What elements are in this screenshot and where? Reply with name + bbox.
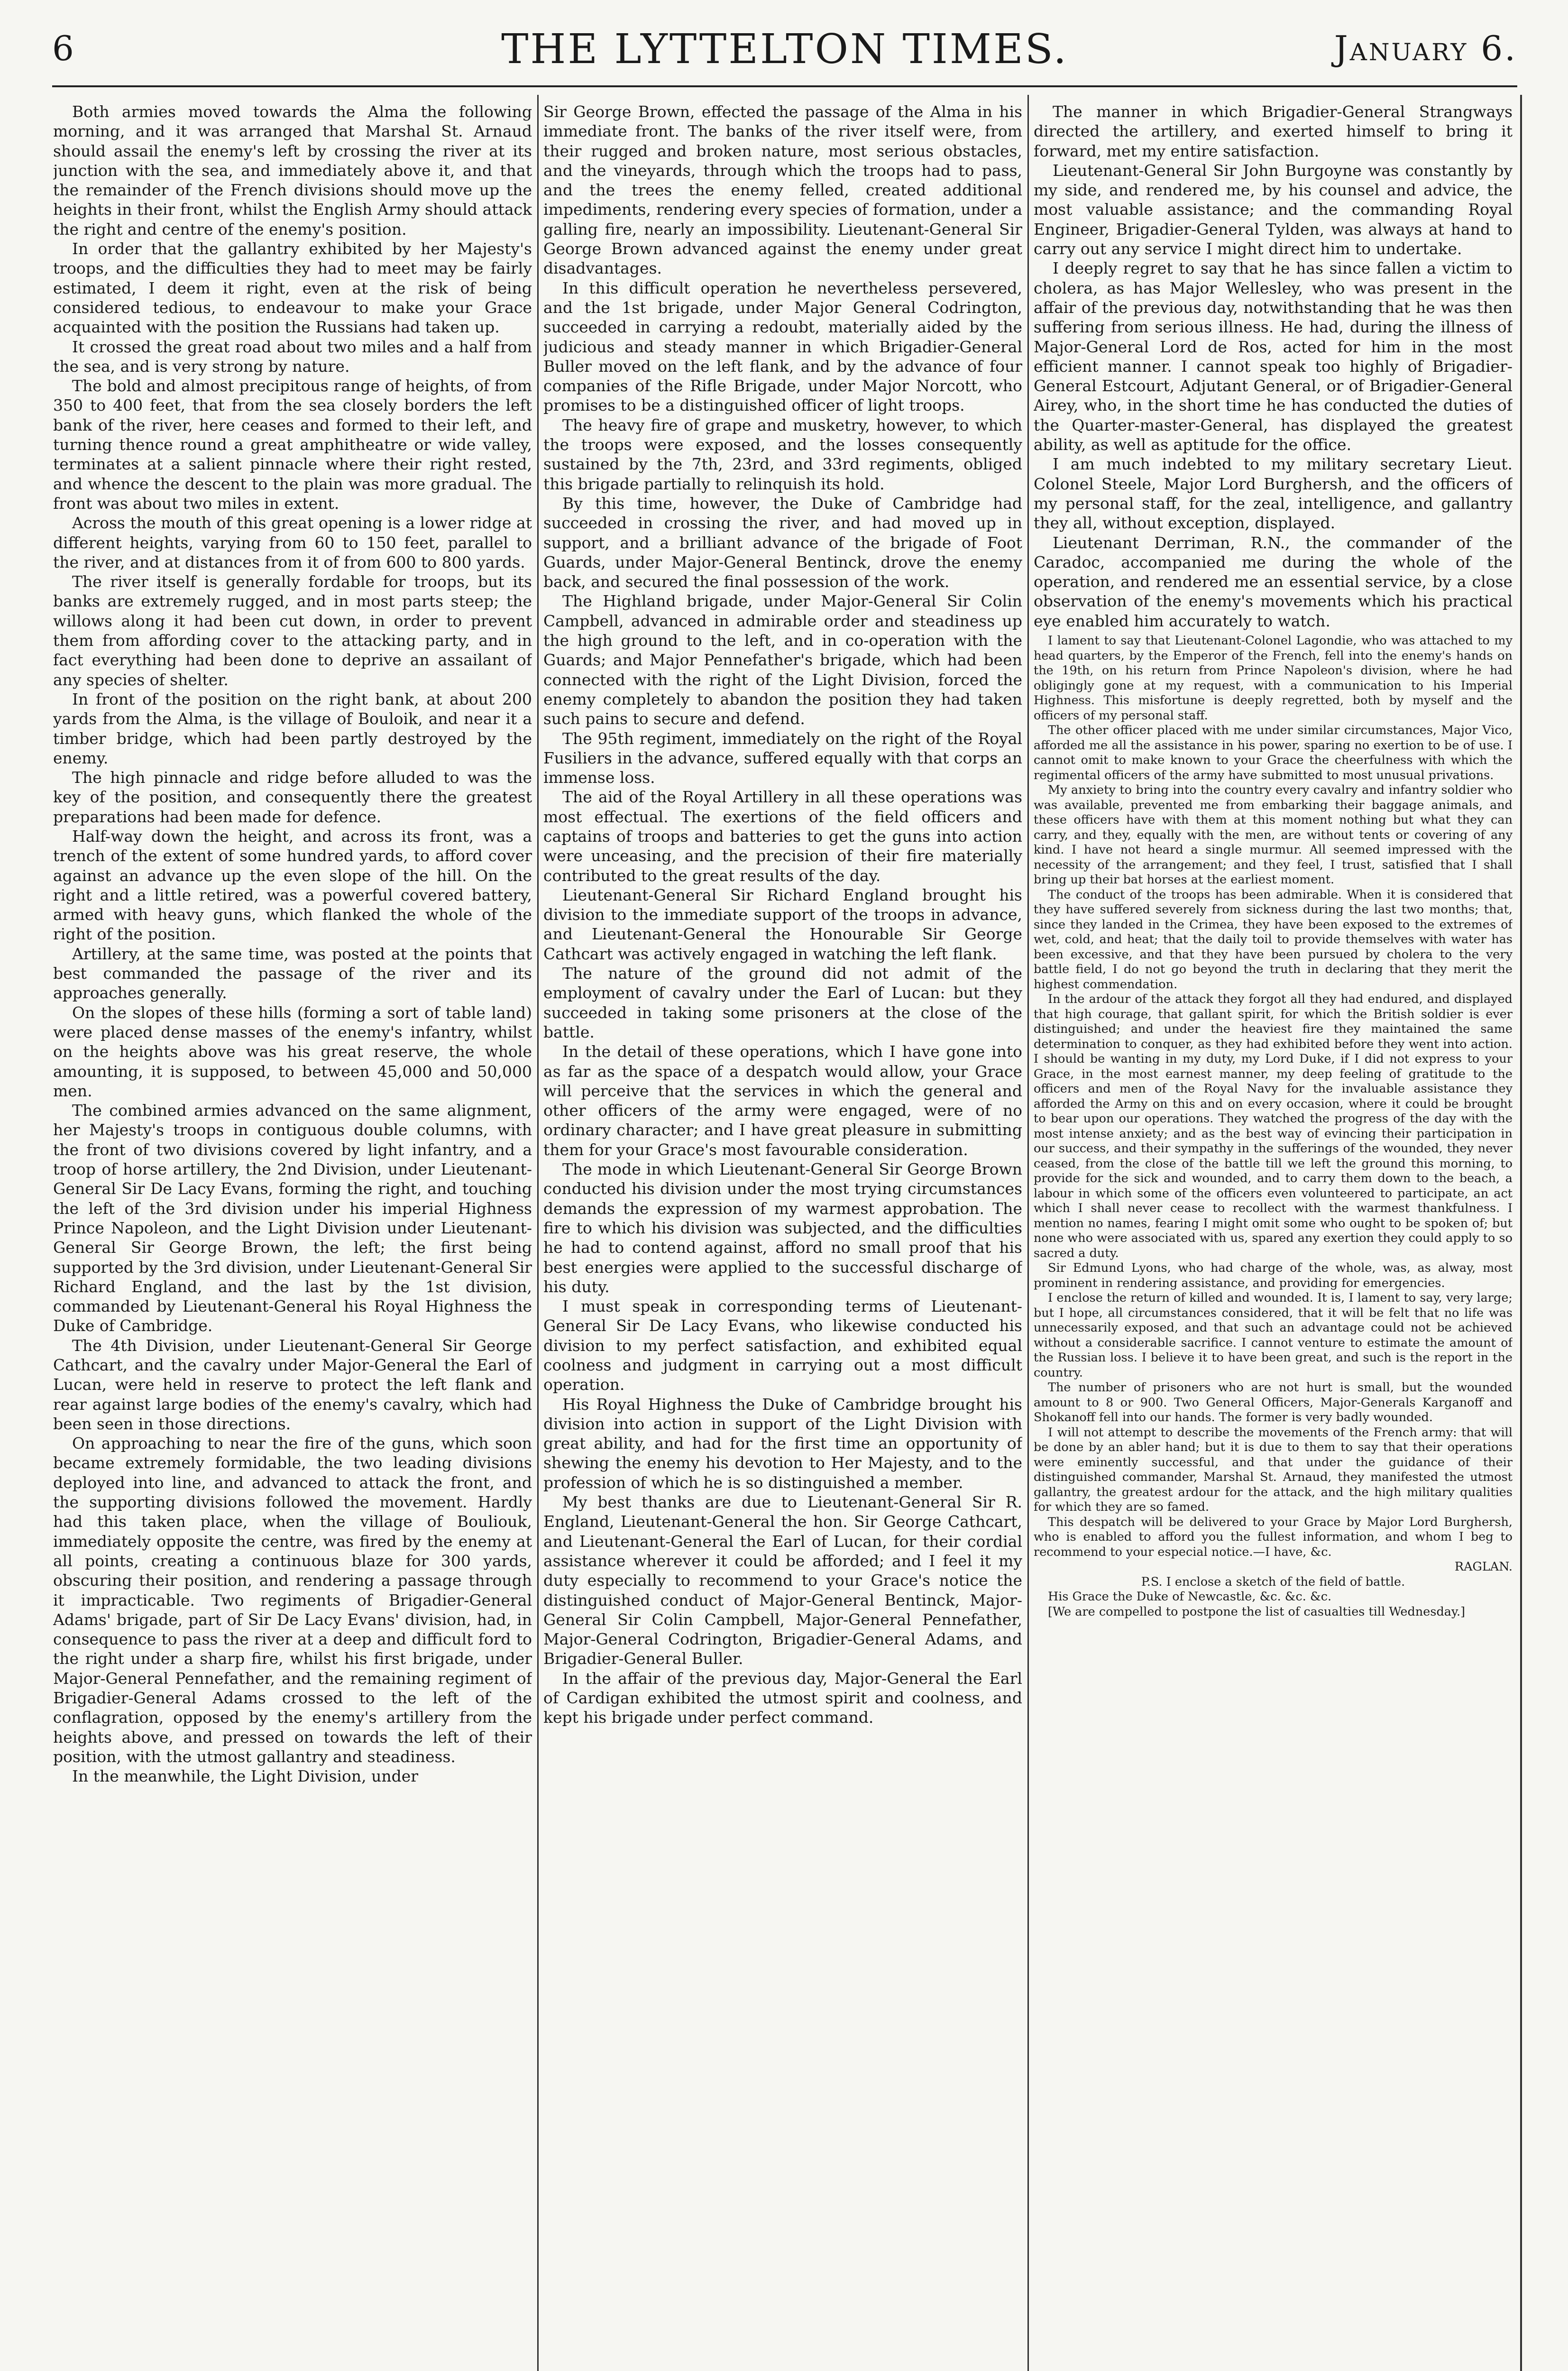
paragraph: The bold and almost precipitous range of heights, of from 350 to 400 feet, that from the sea closely borders the left bank of the river, here ceases and formed to their left, and turning thence round a great amphitheatre or wide valley, terminates at a salient pinnacle where their right rested, and whence the descent to the plain was more gradual. The front was about two miles in extent.: [53, 377, 532, 513]
paragraph: The conduct of the troops has been admirable. When it is considered that they have suffered severely from sickness during the last two months; that, since they landed in the Crimea, they have been exposed to the extremes of wet, cold, and heat; that the daily toil to provide themselves with water has been excessive, and that they have been pursued by cholera to the very battle field, I do not go beyond the truth in declaring that they merit the highest commendation.: [1034, 887, 1513, 992]
paragraph: I deeply regret to say that he has since fallen a victim to cholera, as has Major Wellesley, who was present in the affair of the previous day, notwithstanding that he was then suffering from serious illness. He had, during the illness of Major-General Lord de Ros, acted for him in the most efficient manner. I cannot speak too highly of Brigadier-General Estcourt, Adjutant General, or of Brigadier-General Airey, who, in the short time he has conducted the duties of the Quarter-master-General, has displayed the greatest ability, as well as aptitude for the office.: [1034, 259, 1513, 454]
paragraph: On the slopes of these hills (forming a sort of table land) were placed dense masses of the enemy's infantry, whilst on the heights above was his great reserve, the whole amounting, it is supposed, to between 45,000 and 50,000 men.: [53, 1003, 532, 1100]
paragraph: In the affair of the previous day, Major-General the Earl of Cardigan exhibited the utmost spirit and coolness, and kept his brigade under perfect command.: [543, 1669, 1022, 1727]
paragraph: I am much indebted to my military secretary Lieut. Colonel Steele, Major Lord Burghersh, and the officers of my personal staff, for the zeal, intelligence, and gallantry they all, without exception, displayed.: [1034, 455, 1513, 533]
editorial-note: [We are compelled to postpone the list of casualties till Wednesday.]: [1048, 1604, 1466, 1619]
masthead: [52, 19, 1517, 81]
paragraph: Sir George Brown, effected the passage of the Alma in his immediate front. The banks of the river itself were, from their rugged and broken nature, most serious obstacles, and the vineyards, through which the troops had to pass, and the trees the enemy felled, created additional impediments, rendering every species of formation, under a galling fire, nearly an impossibility. Lieutenant-General Sir George Brown advanced against the enemy under great disadvantages.: [543, 102, 1022, 278]
paragraph: In the detail of these operations, which I have gone into as far as the space of a despatch would allow, your Grace will perceive that the services in which the general and other officers of the army were engaged, were of no ordinary character; and I have great pleasure in submitting them for your Grace's most favourable consideration.: [543, 1042, 1022, 1159]
paragraph: I lament to say that Lieutenant-Colonel Lagondie, who was attached to my head quarters, by the Emperor of the French, fell into the enemy's hands on the 19th, on his return from Prince Napoleon's division, where he had obligingly gone at my request, with a communication to his Imperial Highness. This misfortune is deeply regretted, both by myself and the officers of my personal staff.: [1034, 634, 1513, 723]
paragraph: The mode in which Lieutenant-General Sir George Brown conducted his division under the most trying circumstances demands the expression of my warmest approbation. The fire to which his division was subjected, and the difficulties he had to contend against, afford no small proof that his best energies were applied to the successful discharge of his duty.: [543, 1160, 1022, 1296]
paragraph: Artillery, at the same time, was posted at the points that best commanded the passage of the river and its approaches generally.: [53, 944, 532, 1002]
paragraph: The manner in which Brigadier-General Strangways directed the artillery, and exerted himself to bring it forward, met my entire satisfaction.: [1034, 102, 1513, 160]
issue-date: January 6.: [1334, 28, 1517, 68]
paragraph: The nature of the ground did not admit of the employment of cavalry under the Earl of Lucan: but they succeeded in taking some prisoners at the close of the battle.: [543, 964, 1022, 1041]
paragraph: The heavy fire of grape and musketry, however, to which the troops were exposed, and the losses consequently sustained by the 7th, 23rd, and 33rd regiments, obliged this brigade partially to relinquish its hold.: [543, 415, 1022, 493]
paragraph: Lieutenant-General Sir John Burgoyne was constantly by my side, and rendered me, by his counsel and advice, the most valuable assistance; and the commanding Royal Engineer, Brigadier-General Tylden, was always at hand to carry out any service I might direct him to undertake.: [1034, 161, 1513, 258]
paragraph: I will not attempt to describe the movements of the French army: that will be done by an abler hand; but it is due to them to say that their operations were eminently successful, and that under the guidance of their distinguished commander, Marshal St. Arnaud, they manifested the utmost gallantry, the greatest ardour for the attack, and the high military qualities for which they are so famed.: [1034, 1425, 1513, 1515]
paragraph: Lieutenant-General Sir Richard England brought his division to the immediate support of the troops in advance, and Lieutenant-General the Honourable Sir George Cathcart was actively engaged in watching the left flank.: [543, 885, 1022, 963]
paragraph: The combined armies advanced on the same alignment, her Majesty's troops in contiguous double columns, with the front of two divisions covered by light infantry, and a troop of horse artillery, the 2nd Division, under Lieutenant-General Sir De Lacy Evans, forming the right, and touching the left of the 3rd division under his imperial Highness Prince Napoleon, and the Light Division under Lieutenant-General Sir George Brown, the left; the first being supported by the 3rd division, under Lieutenant-General Sir Richard England, and the last by the 1st division, commanded by Lieutenant-General his Royal Highness the Duke of Cambridge.: [53, 1101, 532, 1335]
masthead-rule: [52, 85, 1517, 87]
postscript: P.S. I enclose a sketch of the field of battle.: [1141, 1574, 1405, 1589]
paragraph: Across the mouth of this great opening is a lower ridge at different heights, varying from 60 to 150 feet, parallel to the river, and at distances from it of from 600 to 800 yards.: [53, 514, 532, 571]
paragraph: I must speak in corresponding terms of Lieutenant-General Sir De Lacy Evans, who likewise conducted his division to my perfect satisfaction, and exhibited equal coolness and judgment in carrying out a most difficult operation.: [543, 1297, 1022, 1394]
paragraph: It crossed the great road about two miles and a half from the sea, and is very strong by nature.: [53, 337, 532, 376]
column-2: [543, 102, 1022, 2371]
paragraph: This despatch will be delivered to your Grace by Major Lord Burghersh, who is enabled to afford you the fullest information, and whom I beg to recommend to your especial notice.—I have, &c.: [1034, 1515, 1513, 1559]
paragraph: His Royal Highness the Duke of Cambridge brought his division into action in support of the Light Division with great ability, and had for the first time an opportunity of shewing the enemy his devotion to Her Majesty, and to the profession of which he is so distinguished a member.: [543, 1395, 1022, 1492]
paragraph: The high pinnacle and ridge before alluded to was the key of the position, and consequently there the greatest preparations had been made for defence.: [53, 768, 532, 826]
paragraph: My anxiety to bring into the country every cavalry and infantry soldier who was available, prevented me from embarking their baggage animals, and these officers have with them at this moment nothing but what they can carry, and they, equally with the men, are without tents or covering of any kind. I have not heard a single murmur. All seemed impressed with the necessity of the arrangement; and they feel, I trust, satisfied that I shall bring up their bat horses at the earliest moment.: [1034, 783, 1513, 887]
paragraph: The other officer placed with me under similar circumstances, Major Vico, afforded me all the assistance in his power, sparing no exertion to be of use. I cannot omit to make known to your Grace the cheerfulness with which the regimental officers of the army have submitted to most unusual privations.: [1034, 723, 1513, 782]
paragraph: The number of prisoners who are not hurt is small, but the wounded amount to 8 or 900. Two General Officers, Major-Generals Karganoff and Shokanoff fell into our hands. The former is very badly wounded.: [1034, 1380, 1513, 1425]
column-divider-2: [1027, 95, 1029, 2371]
addressee: His Grace the Duke of Newcastle, &c. &c. &c.: [1048, 1590, 1332, 1604]
paragraph: In this difficult operation he nevertheless persevered, and the 1st brigade, under Major General Codrington, succeeded in carrying a redoubt, materially aided by the judicious and steady manner in which Brigadier-General Buller moved on the left flank, and by the advance of four companies of the Rifle Brigade, under Major Norcott, who promises to be a distinguished officer of light troops.: [543, 278, 1022, 415]
column-3-main-text: [1034, 102, 1513, 631]
paragraph: Lieutenant Derriman, R.N., the commander of the Caradoc, accompanied me during the whole of the operation, and rendered me an essential service, by a close observation of the enemy's movements which his practical eye enabled him accurately to watch.: [1034, 533, 1513, 630]
paragraph: On approaching to near the fire of the guns, which soon became extremely formidable, the two leading divisions deployed into line, and advanced to attack the front, and the supporting divisions followed the movement. Hardly had this taken place, when the village of Bouliouk, immediately opposite the centre, was fired by the enemy at all points, creating a continuous blaze for 300 yards, obscuring their position, and rendering a passage through it impracticable. Two regiments of Brigadier-General Adams' brigade, part of Sir De Lacy Evans' division, had, in consequence to pass the river at a deep and difficult ford to the right under a sharp fire, whilst his first brigade, under Major-General Pennefather, and the remaining regiment of Brigadier-General Adams crossed to the left of the conflagration, opposed by the enemy's artillery from the heights above, and pressed on towards the left of their position, with the utmost gallantry and steadiness.: [53, 1434, 532, 1766]
column-divider-1: [537, 95, 539, 2371]
column-3-small-print: [1034, 634, 1513, 1619]
paragraph: I enclose the return of killed and wounded. It is, I lament to say, very large; but I hope, all circumstances considered, that it will be felt that no life was unnecessarily exposed, and that such an advantage could not be achieved without a considerable sacrifice. I cannot venture to estimate the amount of the Russian loss. I believe it to have been great, and such is the report in the country.: [1034, 1291, 1513, 1380]
paragraph: Half-way down the height, and across its front, was a trench of the extent of some hundred yards, to afford cover against an advance up the even slope of the hill. On the right and a little retired, was a powerful covered battery, armed with heavy guns, which flanked the whole of the right of the position.: [53, 827, 532, 944]
paragraph: The Highland brigade, under Major-General Sir Colin Campbell, advanced in admirable order and steadiness up the high ground to the left, and in co-operation with the Guards; and Major Pennefather's brigade, which had been connected with the right of the Light Division, forced the enemy completely to abandon the position they had taken such pains to secure and defend.: [543, 592, 1022, 728]
column-3: [1034, 102, 1513, 2371]
paragraph: My best thanks are due to Lieutenant-General Sir R. England, Lieutenant-General the hon. Sir George Cathcart, and Lieutenant-General the Earl of Lucan, for their cordial assistance wherever it could be afforded; and I feel it my duty especially to recommend to your Grace's notice the distinguished conduct of Major-General Bentinck, Major-General Sir Colin Campbell, Major-General Pennefather, Major-General Codrington, Brigadier-General Adams, and Brigadier-General Buller.: [543, 1493, 1022, 1668]
paragraph: Sir Edmund Lyons, who had charge of the whole, was, as alway, most prominent in rendering assistance, and providing for emergencies.: [1034, 1261, 1513, 1290]
paragraph: In the ardour of the attack they forgot all they had endured, and displayed that high courage, that gallant spirit, for which the British soldier is ever distinguished; and under the heaviest fire they maintained the same determination to conquer, as they had exhibited before they went into action. I should be wanting in my duty, my Lord Duke, if I did not express to your Grace, in the most earnest manner, my deep feeling of gratitude to the officers and men of the Royal Navy for the invaluable assistance they afforded the Army on this and on every occasion, where it could be brought to bear upon our operations. They watched the progress of the day with the most intense anxiety; and as the best way of evincing their participation in our success, and their sympathy in the sufferings of the wounded, they never ceased, from the close of the battle till we left the ground this morning, to provide for the sick and wounded, and to carry them down to the beach, a labour in which some of the officers even volunteered to participate, an act which I shall never cease to recollect with the warmest thankfulness. I mention no names, fearing I might omit some who ought to be spoken of; but none who were associated with us, spared any exertion they could apply to so sacred a duty.: [1034, 992, 1513, 1260]
paragraph: In the meanwhile, the Light Division, under: [72, 1767, 419, 1786]
paragraph: In order that the gallantry exhibited by her Majesty's troops, and the difficulties they had to meet may be fairly estimated, I deem it right, even at the risk of being considered tedious, to endeavour to make your Grace acquainted with the position the Russians had taken up.: [53, 239, 532, 337]
paragraph: The 4th Division, under Lieutenant-General Sir George Cathcart, and the cavalry under Major-General the Earl of Lucan, were held in reserve to protect the left flank and rear against large bodies of the enemy's cavalry, which had been seen in those directions.: [53, 1336, 532, 1433]
paragraph: Both armies moved towards the Alma the following morning, and it was arranged that Marshal St. Arnaud should assail the enemy's left by crossing the river at its junction with the sea, and immediately above it, and that the remainder of the French divisions should move up the heights in their front, whilst the English Army should attack the right and centre of the enemy's position.: [53, 102, 532, 239]
column-1: [53, 102, 532, 2371]
right-border-rule: [1520, 95, 1522, 2371]
paragraph: The aid of the Royal Artillery in all these operations was most effectual. The exertions of the field officers and captains of troops and batteries to get the guns into action were unceasing, and the precision of their fire materially contributed to the great results of the day.: [543, 788, 1022, 885]
signature: RAGLAN.: [1454, 1560, 1513, 1574]
newspaper-title: THE LYTTELTON TIMES.: [501, 26, 1068, 73]
paragraph: By this time, however, the Duke of Cambridge had succeeded in crossing the river, and had moved up in support, and a brilliant advance of the brigade of Foot Guards, under Major-General Bentinck, drove the enemy back, and secured the final possession of the work.: [543, 494, 1022, 591]
paragraph: In front of the position on the right bank, at about 200 yards from the Alma, is the village of Bouloik, and near it a timber bridge, which had been partly destroyed by the enemy.: [53, 689, 532, 767]
paragraph: The river itself is generally fordable for troops, but its banks are extremely rugged, and in most parts steep; the willows along it had been cut down, in order to prevent them from affording cover to the attacking party, and in fact everything had been done to deprive an assailant of any species of shelter.: [53, 572, 532, 689]
paragraph: The 95th regiment, immediately on the right of the Royal Fusiliers in the advance, suffered equally with that corps an immense loss.: [543, 729, 1022, 787]
page-number: 6: [52, 28, 74, 68]
